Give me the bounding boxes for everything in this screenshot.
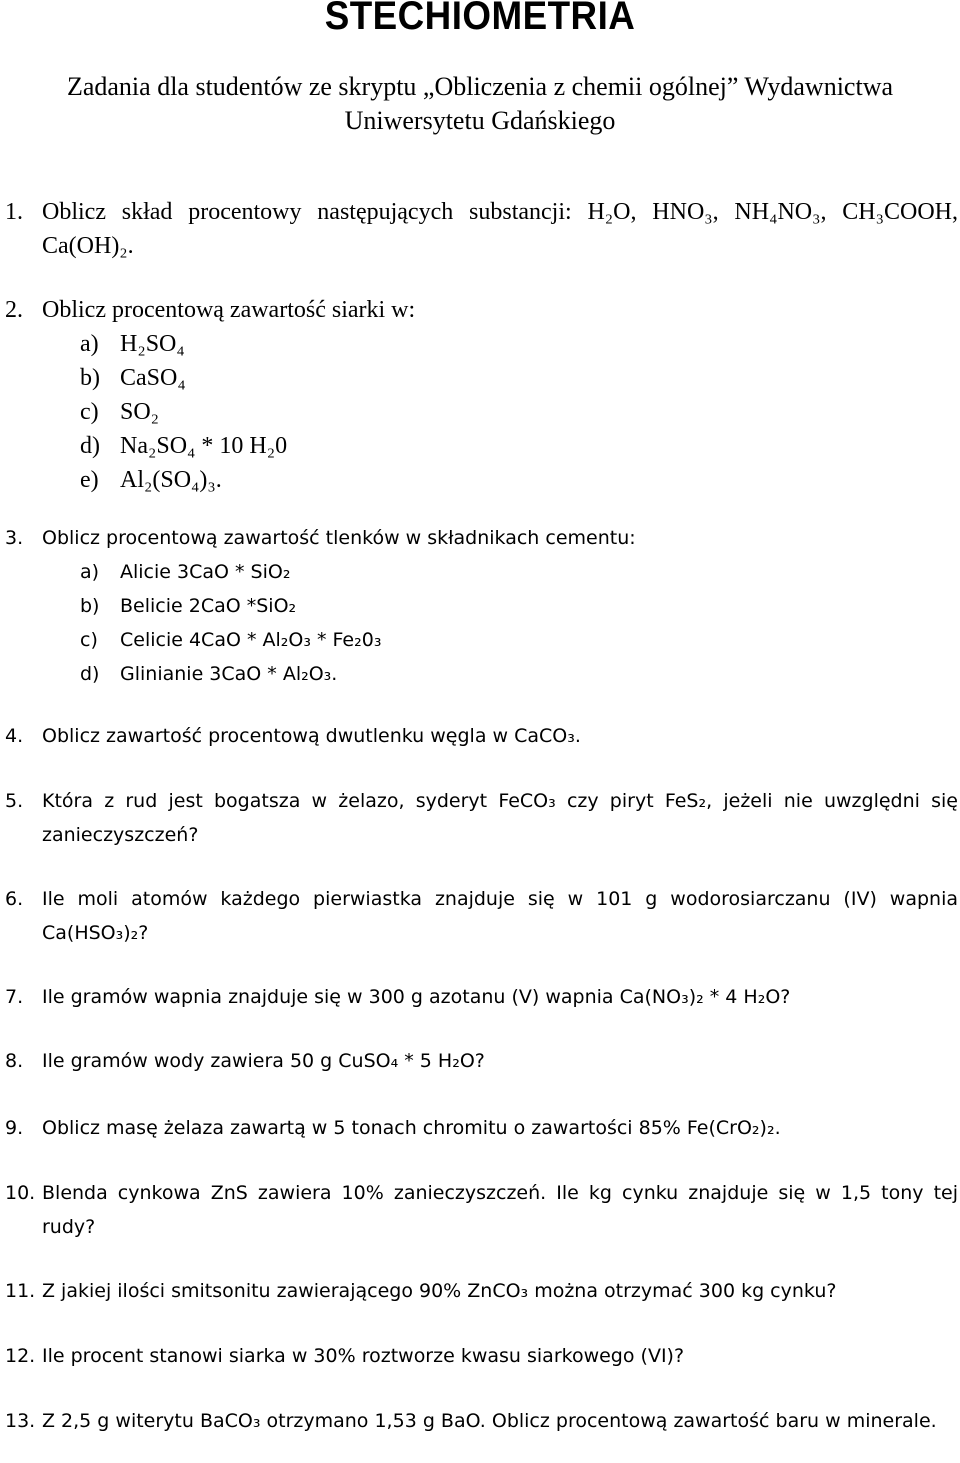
page-title: STECHIOMETRIA (324, 0, 636, 38)
task-8 (0, 1044, 960, 1078)
subitem (0, 361, 960, 395)
task-number: 10. (5, 1182, 36, 1204)
subitem-letter: d) (80, 433, 100, 459)
task-number: 3. (5, 527, 24, 549)
subitem (0, 589, 960, 623)
task-7 (0, 980, 960, 1014)
subitem-text: Glinianie 3CaO * Al₂O₃. (120, 663, 338, 685)
task-number: 2. (5, 297, 23, 323)
subtitle-line-1: Zadania dla studentów ze skryptu „Obliczenia z chemii ogólnej” Wydawnictwa (66, 72, 894, 101)
task-text: Z 2,5 g witerytu BaCO₃ otrzymano 1,53 g BaO. Oblicz procentową zawartość baru w minerale. (42, 1410, 937, 1432)
task-text: Oblicz skład procentowy następujących substancji: H₂O, HNO₃, NH₄NO₃, CH₃COOH, Ca(OH)₂. (42, 199, 958, 259)
task-text: Ile gramów wapnia znajduje się w 300 g azotanu (V) wapnia Ca(NO₃)₂ * 4 H₂O? (42, 986, 791, 1008)
task-text: Ile procent stanowi siarka w 30% roztworze kwasu siarkowego (VI)? (42, 1345, 685, 1367)
subitem (0, 555, 960, 589)
subitem-text: Al₂(SO₄)₃. (120, 467, 222, 493)
task-number: 5. (5, 790, 24, 812)
task-number: 8. (5, 1050, 24, 1072)
subitem-letter: b) (80, 595, 100, 617)
task-number: 12. (5, 1345, 36, 1367)
task-text: Oblicz procentową zawartość siarki w: (42, 297, 416, 323)
subitem-letter: c) (80, 629, 98, 651)
task-4 (0, 719, 960, 753)
task-number: 13. (5, 1410, 36, 1432)
task-12 (0, 1339, 960, 1373)
task-text: Oblicz procentową zawartość tlenków w składnikach cementu: (42, 527, 636, 549)
subitem-letter: e) (80, 467, 99, 493)
subitem (0, 429, 960, 463)
subitem-text: CaSO₄ (120, 365, 186, 391)
task-number: 6. (5, 888, 24, 910)
subitem (0, 395, 960, 429)
task-2 (0, 293, 960, 497)
task-text: Ile moli atomów każdego pierwiastka znajduje się w 101 g wodorosiarczanu (IV) wapnia Ca(HSO₃)₂? (42, 888, 958, 944)
subitem-text: Na₂SO₄ * 10 H₂0 (120, 433, 288, 459)
task-10 (0, 1176, 960, 1244)
task-number: 9. (5, 1117, 24, 1139)
subitem-text: H₂SO₄ (120, 331, 185, 357)
subitem-letter: d) (80, 663, 100, 685)
task-number: 1. (5, 199, 23, 225)
task-9 (0, 1111, 960, 1145)
subitem-text: Alicie 3CaO * SiO₂ (120, 561, 291, 583)
task-3 (0, 521, 960, 691)
subitem-list (0, 327, 960, 497)
subtitle (0, 70, 960, 138)
task-text: Ile gramów wody zawiera 50 g CuSO₄ * 5 H₂O? (42, 1050, 485, 1072)
task-number: 11. (5, 1280, 36, 1302)
subtitle-line-2: Uniwersytetu Gdańskiego (344, 106, 616, 135)
subitem-text: Celicie 4CaO * Al₂O₃ * Fe₂0₃ (120, 629, 382, 651)
task-6 (0, 882, 960, 950)
subitem-letter: a) (80, 561, 100, 583)
subitem-text: Belicie 2CaO *SiO₂ (120, 595, 297, 617)
task-text: Oblicz masę żelaza zawartą w 5 tonach chromitu o zawartości 85% Fe(CrO₂)₂. (42, 1117, 781, 1139)
task-13 (0, 1404, 960, 1438)
subitem (0, 623, 960, 657)
subitem (0, 327, 960, 361)
task-5 (0, 784, 960, 852)
task-text: Która z rud jest bogatsza w żelazo, syderyt FeCO₃ czy piryt FeS₂, jeżeli nie uwzględni się zanieczyszczeń? (42, 790, 958, 846)
subitem-letter: b) (80, 365, 100, 391)
task-number: 4. (5, 725, 24, 747)
subitem-list (0, 555, 960, 691)
subitem (0, 657, 960, 691)
subitem-letter: c) (80, 399, 99, 425)
task-number: 7. (5, 986, 24, 1008)
task-text: Z jakiej ilości smitsonitu zawierającego 90% ZnCO₃ można otrzymać 300 kg cynku? (42, 1280, 837, 1302)
task-1 (0, 195, 960, 263)
task-11 (0, 1274, 960, 1308)
subitem-text: SO₂ (120, 399, 160, 425)
task-text: Blenda cynkowa ZnS zawiera 10% zanieczyszczeń. Ile kg cynku znajduje się w 1,5 tony tej rudy? (42, 1182, 958, 1238)
task-text: Oblicz zawartość procentową dwutlenku węgla w CaCO₃. (42, 725, 581, 747)
subitem-letter: a) (80, 331, 99, 357)
subitem (0, 463, 960, 497)
